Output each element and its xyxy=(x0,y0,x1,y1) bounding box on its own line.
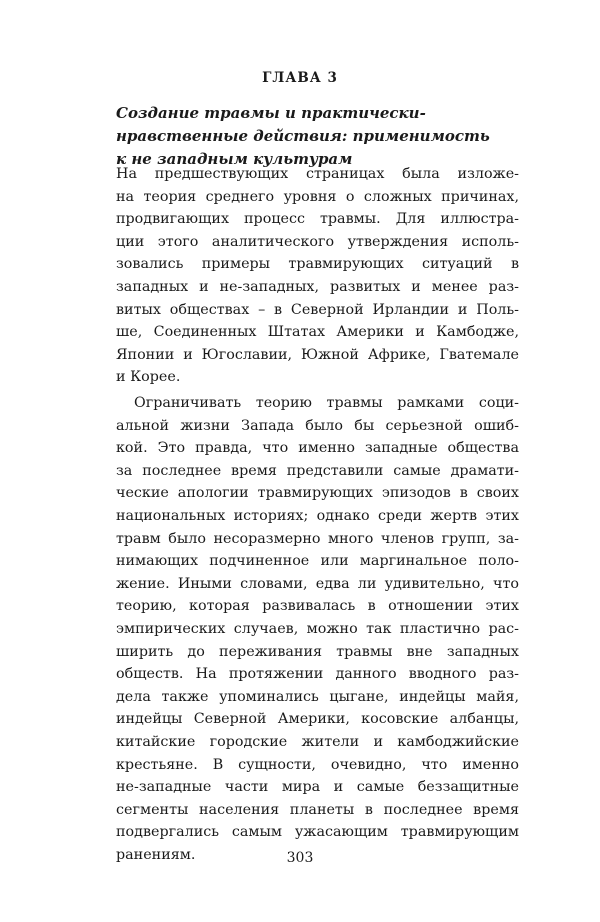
text-line: западных и не-западных, развитых и менее раз- xyxy=(116,278,519,295)
text-line: ше, Соединенных Штатах Америки и Камбодже, xyxy=(116,324,519,341)
text-line: за последнее время представили самые драмати- xyxy=(116,462,519,479)
section-heading-line: нравственные действия: применимость xyxy=(116,127,490,145)
text-line: крестьяне. В сущности, очевидно, что именно xyxy=(116,756,519,773)
text-line: не-западные части мира и самые беззащитные xyxy=(116,779,519,796)
chapter-label: ГЛАВА 3 xyxy=(262,70,338,86)
text-line: Ограничивать теорию травмы рамками соци- xyxy=(134,395,519,411)
text-line: ширить до переживания травмы вне западных xyxy=(116,643,519,660)
page-number: 303 xyxy=(286,850,314,866)
text-line: эмпирических случаев, можно так пластично рас- xyxy=(116,620,519,637)
paragraph-1 xyxy=(116,163,519,389)
text-line: на теория среднего уровня о сложных причинах, xyxy=(116,188,519,205)
section-heading-line: к не западным культурам xyxy=(116,150,353,168)
text-line: травм было несоразмерно много членов групп, за- xyxy=(116,530,519,547)
section-heading-line: Создание травмы и практически- xyxy=(116,104,426,122)
text-line: китайские городские жители и камбоджийские xyxy=(116,733,519,750)
text-line: и Корее. xyxy=(116,369,181,386)
section-heading xyxy=(116,102,516,171)
text-line: индейцы Северной Америки, косовские албанцы, xyxy=(116,711,519,728)
paragraph-2 xyxy=(116,392,519,866)
text-line: альной жизни Запада было бы серьезной ошиб- xyxy=(116,417,519,434)
text-line: На предшествующих страницах была изложе- xyxy=(116,166,519,182)
text-line: подвергались самым ужасающим травмирующим xyxy=(116,824,519,841)
text-line: кой. Это правда, что именно западные общества xyxy=(116,440,519,457)
text-line: Японии и Югославии, Южной Африке, Гватемале xyxy=(116,346,519,363)
text-line: нимающих подчиненное или маргинальное поло- xyxy=(116,553,519,570)
text-line: продвигающих процесс травмы. Для иллюстра- xyxy=(116,211,519,228)
text-line: обществ. На протяжении данного вводного раз- xyxy=(116,666,519,683)
text-line: ческие апологии травмирующих эпизодов в своих xyxy=(116,485,519,502)
text-line: ранениям. xyxy=(116,846,196,863)
text-line: сегменты населения планеты в последнее время xyxy=(116,801,519,818)
text-line: зовались примеры травмирующих ситуаций в xyxy=(116,256,519,273)
text-line: жение. Иными словами, едва ли удивительно, что xyxy=(116,575,519,592)
text-line: ции этого аналитического утверждения исполь- xyxy=(116,233,519,250)
text-line: дела также упоминались цыгане, индейцы майя, xyxy=(116,688,519,705)
text-line: теорию, которая развивалась в отношении этих xyxy=(116,598,519,615)
text-line: национальных историях; однако среди жертв этих xyxy=(116,507,519,524)
text-line: витых обществах – в Северной Ирландии и Поль- xyxy=(116,301,519,318)
